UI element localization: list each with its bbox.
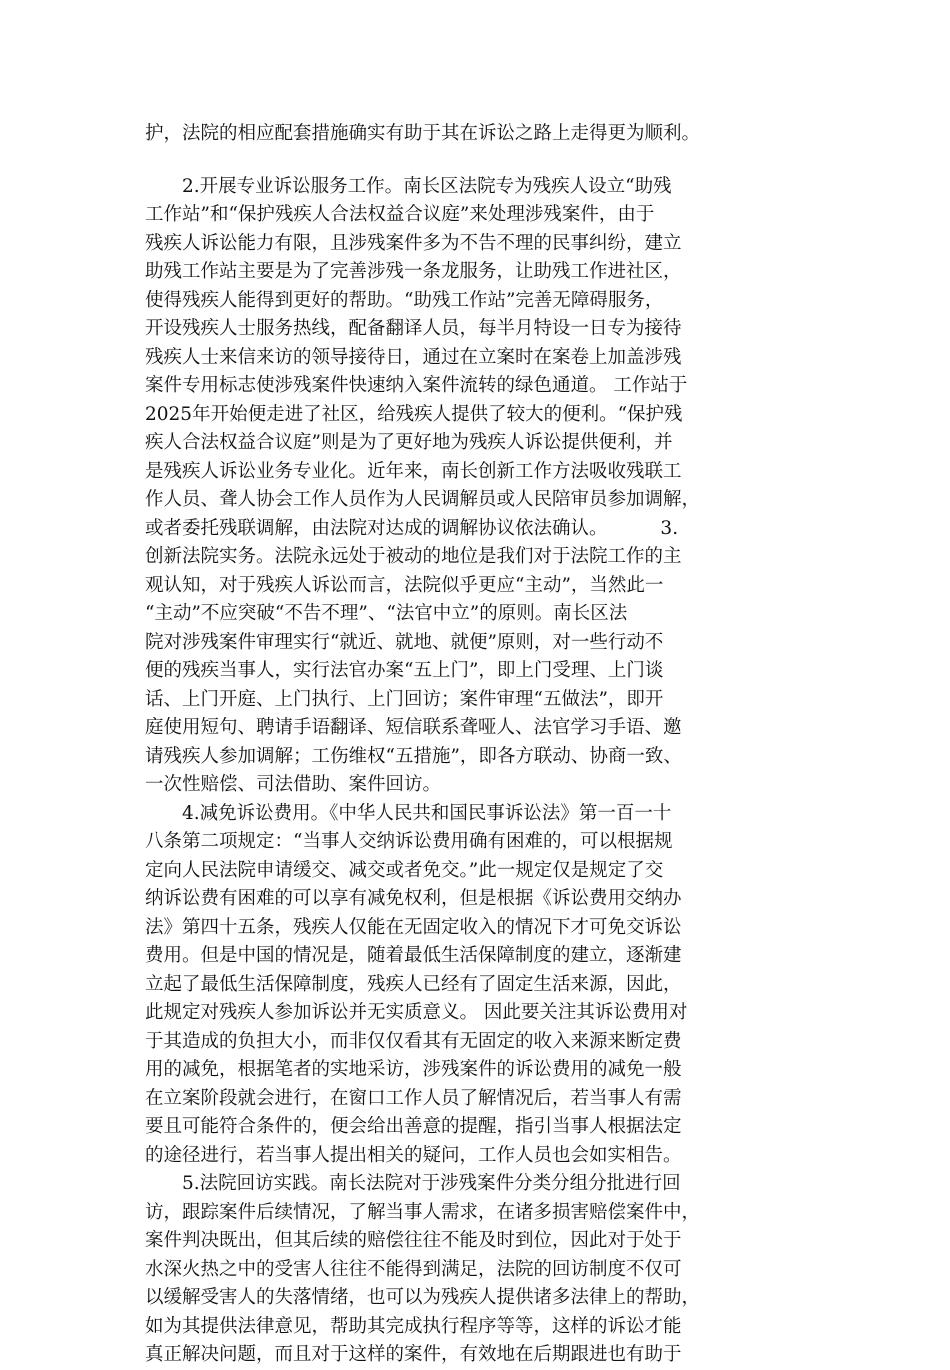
- text-line: 一次性赔偿、司法借助、案件回访。: [145, 774, 442, 795]
- text-line: 以缓解受害人的失落情绪，也可以为残疾人提供诸多法律上的帮助，: [145, 1287, 701, 1308]
- text-line: “主动”不应突破“不告不理”、“法官中立”的原则。南长区法: [145, 603, 628, 624]
- text-line: 疾人合法权益合议庭”则是为了更好地为残疾人诉讼提供便利，并: [145, 432, 673, 453]
- text-line: 5.法院回访实践。南长法院对于涉残案件分类分组分批进行回: [182, 1173, 681, 1194]
- paragraph-continuation: [145, 120, 815, 149]
- text-line: 院对涉残案件审理实行“就近、就地、就便”原则，对一些行动不: [145, 631, 664, 653]
- text-line: 用的减免，根据笔者的实地采访，涉残案件的诉讼费用的减免一般: [145, 1059, 682, 1080]
- text-line: 法》第四十五条，残疾人仅能在无固定收入的情况下才可免交诉讼: [145, 916, 682, 938]
- text-line: 要且可能符合条件的，便会给出善意的提醒，指引当事人根据法定: [145, 1116, 682, 1137]
- text-line: 2.开展专业诉讼服务工作。南长区法院专为残疾人设立“助残: [182, 175, 672, 197]
- text-line: 使得残疾人能得到更好的帮助。“助残工作站”完善无障碍服务，: [145, 289, 664, 311]
- text-line: 纳诉讼费有困难的可以享有减免权利，但是根据《诉讼费用交纳办: [145, 888, 682, 909]
- paragraph-litigation-service: [145, 173, 815, 800]
- text-line: 助残工作站主要是为了完善涉残一条龙服务，让助残工作进社区，: [145, 261, 682, 282]
- text-line: 作人员、聋人协会工作人员作为人民调解员或人民陪审员参加调解，: [145, 489, 701, 510]
- text-line: 在立案阶段就会进行，在窗口工作人员了解情况后，若当事人有需: [145, 1087, 682, 1109]
- text-line: 真正解决问题，而且对于这样的案件，有效地在后期跟进也有助于: [145, 1344, 682, 1365]
- document-body: [145, 120, 815, 1370]
- text-line: 水深火热之中的受害人往往不能得到满足，法院的回访制度不仅可: [145, 1258, 682, 1280]
- text-line: 请残疾人参加调解；工伤维权“五措施”，即各方联动、协商一致、: [145, 745, 682, 767]
- text-line: 观认知，对于残疾人诉讼而言，法院似乎更应“主动”，当然此一: [145, 574, 664, 596]
- text-line: 费用。但是中国的情况是，随着最低生活保障制度的建立，逐渐建: [145, 945, 682, 966]
- text-line: 工作站”和“保护残疾人合法权益合议庭”来处理涉残案件，由于: [145, 204, 655, 225]
- text-line: 4.减免诉讼费用。《中华人民共和国民事诉讼法》第一百一十: [182, 802, 672, 824]
- text-line: 八条第二项规定：“当事人交纳诉讼费用确有困难的，可以根据规: [145, 831, 673, 852]
- text-line: 庭使用短句、聘请手语翻译、短信联系聋哑人、法官学习手语、邀: [145, 717, 682, 738]
- text-line: 创新法院实务。法院永远处于被动的地位是我们对于法院工作的主: [145, 546, 682, 567]
- text-line: 是残疾人诉讼业务专业化。近年来，南长创新工作方法吸收残联工: [145, 460, 682, 482]
- text-line: 定向人民法院申请缓交、减交或者免交。”此一规定仅是规定了交: [145, 859, 664, 881]
- text-line: 如为其提供法律意见，帮助其完成执行程序等等，这样的诉讼才能: [145, 1315, 682, 1337]
- text-line: 于其造成的负担大小，而非仅仅看其有无固定的收入来源来断定费: [145, 1030, 682, 1052]
- paragraph-court-follow-up: [145, 1170, 815, 1370]
- text-line: 案件判决既出，但其后续的赔偿往往不能及时到位，因此对于处于: [145, 1230, 682, 1251]
- text-line: 话、上门开庭、上门执行、上门回访；案件审理“五做法”，即开: [145, 688, 664, 710]
- text-line: 2025年开始便走进了社区，给残疾人提供了较大的便利。“保护残: [145, 403, 683, 425]
- text-line: 便的残疾当事人，实行法官办案“五上门”，即上门受理、上门谈: [145, 660, 664, 681]
- text-line: 护，法院的相应配套措施确实有助于其在诉讼之路上走得更为顺利。: [145, 123, 701, 144]
- text-line: 访，跟踪案件后续情况，了解当事人需求，在诸多损害赔偿案件中，: [145, 1201, 701, 1223]
- paragraph-gap: [145, 149, 815, 173]
- text-line: 案件专用标志使涉残案件快速纳入案件流转的绿色通道。 工作站于: [145, 375, 688, 396]
- text-line: 开设残疾人士服务热线，配备翻译人员，每半月特设一日专为接待: [145, 318, 682, 339]
- text-line: 残疾人士来信来访的领导接待日，通过在立案时在案卷上加盖涉残: [145, 346, 682, 368]
- text-line: 或者委托残联调解，由法院对达成的调解协议依法确认。 3.: [145, 517, 679, 539]
- text-line: 残疾人诉讼能力有限，且涉残案件多为不告不理的民事纠纷，建立: [145, 232, 682, 254]
- paragraph-fee-reduction: [145, 800, 815, 1171]
- text-line: 此规定对残疾人参加诉讼并无实质意义。 因此要关注其诉讼费用对: [145, 1002, 688, 1023]
- text-line: 立起了最低生活保障制度，残疾人已经有了固定生活来源，因此，: [145, 973, 682, 995]
- text-line: 的途径进行，若当事人提出相关的疑问，工作人员也会如实相告。: [145, 1144, 682, 1166]
